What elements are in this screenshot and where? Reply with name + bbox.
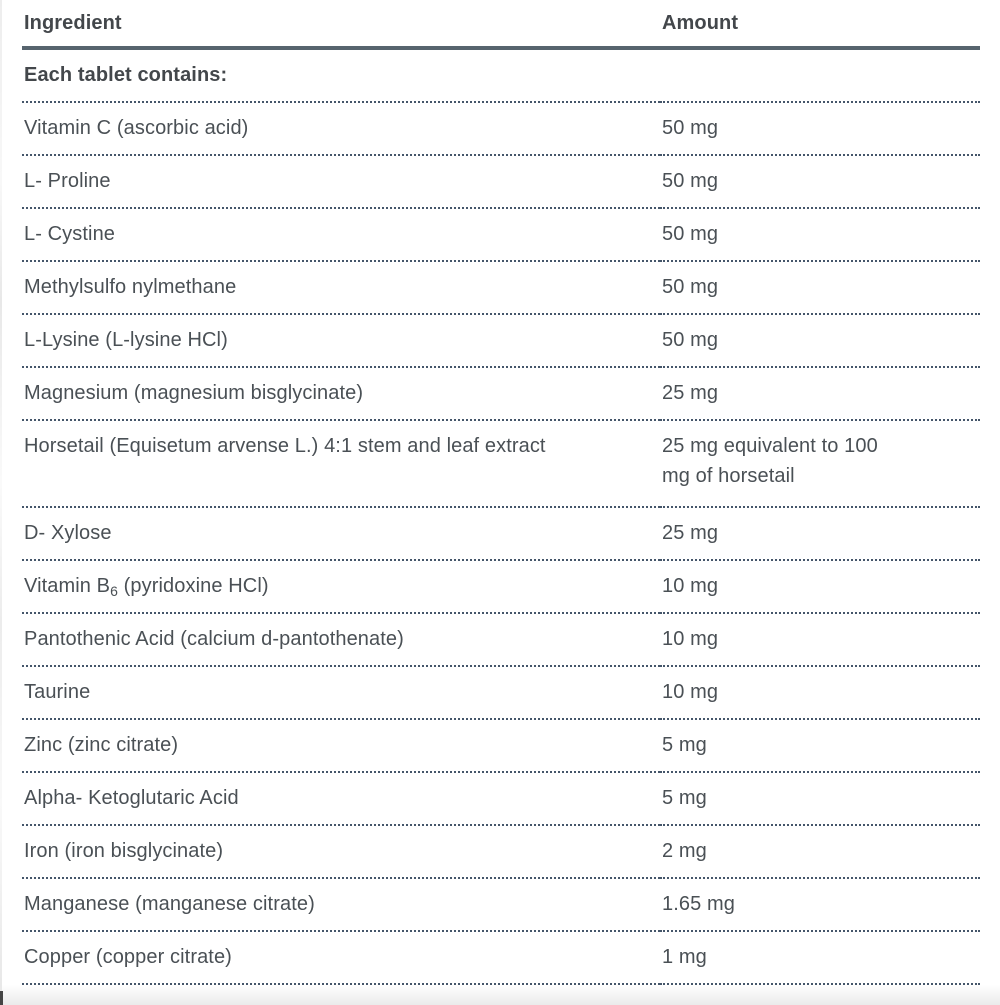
table-header [22,0,980,48]
ingredient-cell: Iron (iron bisglycinate) [24,840,224,862]
section-header-label: Each tablet contains: [24,64,228,86]
amount-cell: 50 mg [662,170,719,192]
ingredient-cell: Pantothenic Acid (calcium d-pantothenate) [24,628,404,650]
table-row [22,367,980,420]
amount-cell: 25 mg [662,382,719,404]
ingredient-cell: L- Proline [24,170,111,192]
table-body [22,48,980,984]
amount-cell: 1 mg [662,946,707,968]
ingredient-cell: Methylsulfo nylmethane [24,276,237,298]
ingredient-cell: D- Xylose [24,522,112,544]
ingredient-cell: L-Lysine (L-lysine HCl) [24,329,228,351]
ingredient-cell: Magnesium (magnesium bisglycinate) [24,382,364,404]
amount-cell: 25 mg [662,522,719,544]
ingredient-cell: Alpha- Ketoglutaric Acid [24,787,239,809]
table-row [22,719,980,772]
table-row [22,261,980,314]
table-row [22,102,980,155]
table-row [22,560,980,613]
amount-cell: 5 mg [662,787,707,809]
amount-cell: 10 mg [662,575,719,597]
amount-cell: 10 mg [662,681,719,703]
table-row [22,507,980,560]
table-row [22,208,980,261]
table-row [22,666,980,719]
bottom-edge-shadow [0,985,1000,1005]
amount-cell: 50 mg [662,117,719,139]
bottom-left-edge-artifact [0,991,3,1005]
table-row [22,772,980,825]
table-row [22,314,980,367]
ingredient-cell: Vitamin C (ascorbic acid) [24,117,249,139]
amount-cell: 50 mg [662,276,719,298]
ingredient-cell: Copper (copper citrate) [24,946,232,968]
ingredient-name: Vitamin B [24,575,111,597]
screenshot-left-edge [0,0,2,1005]
amount-cell: 50 mg [662,223,719,245]
amount-cell: 1.65 mg [662,893,735,915]
table-row [22,420,980,507]
column-header-ingredient: Ingredient [24,12,122,34]
amount-cell: 5 mg [662,734,707,756]
table-row [22,878,980,931]
table-row [22,613,980,666]
supplement-facts-table [22,0,980,985]
ingredient-cell [22,560,660,613]
ingredient-name-rest: (pyridoxine HCl) [118,575,269,597]
amount-cell: 25 mg equivalent to 100 mg of horsetail [662,435,878,487]
ingredient-subscript: 6 [110,583,119,599]
header-row [22,0,980,48]
amount-cell: 10 mg [662,628,719,650]
amount-cell: 2 mg [662,840,707,862]
ingredient-cell: Taurine [24,681,91,703]
table-row [22,931,980,984]
ingredient-cell: Horsetail (Equisetum arvense L.) 4:1 stem and leaf extract [24,435,546,457]
ingredient-cell: Zinc (zinc citrate) [24,734,179,756]
ingredient-cell: L- Cystine [24,223,116,245]
ingredient-cell: Manganese (manganese citrate) [24,893,315,915]
amount-cell: 50 mg [662,329,719,351]
table-row [22,825,980,878]
section-header-row [22,48,980,102]
column-header-amount: Amount [662,12,739,34]
table-row [22,155,980,208]
